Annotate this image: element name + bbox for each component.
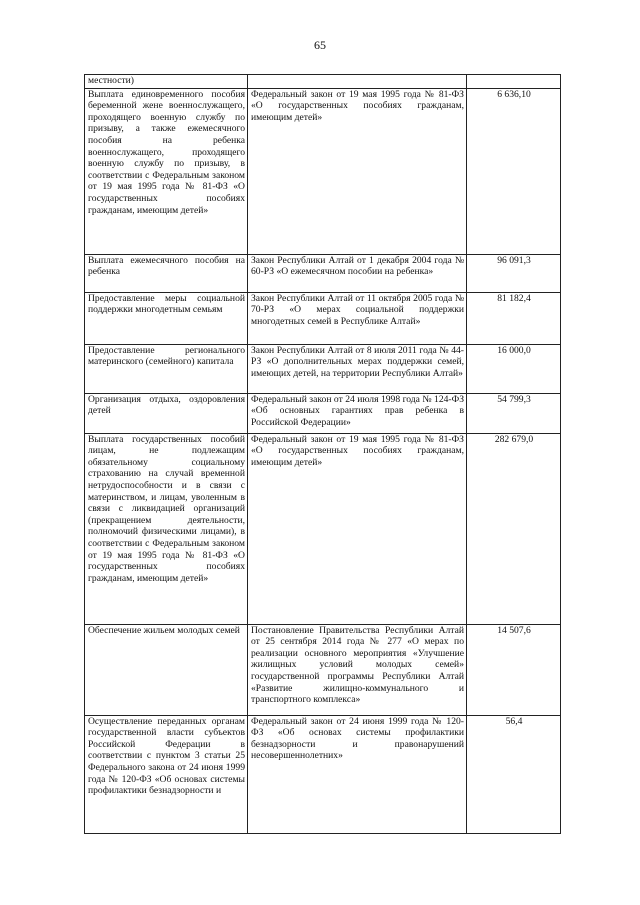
table-row: [85, 292, 561, 344]
table-row: [85, 624, 561, 715]
row-amount: 282 679,0: [467, 433, 561, 624]
row-law: Федеральный закон от 24 июля 1998 года № 124-ФЗ «Об основных гарантиях прав ребенка в Российской Федерации»: [248, 393, 467, 433]
row-description: Организация отдыха, оздоровления детей: [85, 393, 248, 433]
row-amount: 6 636,10: [467, 88, 561, 254]
row-law: Федеральный закон от 24 июня 1999 года № 120-ФЗ «Об основах системы профилактики безнадзорности и правонарушений несовершеннолетних»: [248, 715, 467, 833]
row-amount: 96 091,3: [467, 254, 561, 292]
row-amount: 54 799,3: [467, 393, 561, 433]
table-row: [85, 715, 561, 833]
row-law: [248, 75, 467, 89]
row-law: Закон Республики Алтай от 8 июля 2011 года № 44-РЗ «О дополнительных мерах поддержки семей, имеющих детей, на территории Республики Алтай»: [248, 344, 467, 393]
row-description: местности): [85, 75, 248, 89]
benefits-table: [84, 74, 561, 834]
table-row: [85, 88, 561, 254]
table-row: [85, 344, 561, 393]
row-amount: 81 182,4: [467, 292, 561, 344]
row-description: Предоставление регионального материнского (семейного) капитала: [85, 344, 248, 393]
row-description: Осуществление переданных органам государственной власти субъектов Российской Федерации в соответствии с пунктом 3 статьи 25 Федерального закона от 24 июня 1999 года № 120-ФЗ «Об основах системы профилактики безнадзорности и: [85, 715, 248, 833]
row-description: Выплата единовременного пособия беременной жене военнослужащего, проходящего военную службу по призыву, а также ежемесячного пособия на ребенка военнослужащего, проходящего военную службу по призыву, в соответствии с Федеральным законом от 19 мая 1995 года № 81-ФЗ «О государственных пособиях гражданам, имеющим детей»: [85, 88, 248, 254]
table-row: [85, 254, 561, 292]
row-law: Закон Республики Алтай от 11 октября 2005 года № 70-РЗ «О мерах социальной поддержки многодетных семей в Республике Алтай»: [248, 292, 467, 344]
row-description: Обеспечение жильем молодых семей: [85, 624, 248, 715]
row-amount: [467, 75, 561, 89]
row-law: Закон Республики Алтай от 1 декабря 2004 года № 60-РЗ «О ежемесячном пособии на ребенка»: [248, 254, 467, 292]
row-law: Федеральный закон от 19 мая 1995 года № 81-ФЗ «О государственных пособиях гражданам, имеющим детей»: [248, 433, 467, 624]
table-row: [85, 75, 561, 89]
row-description: Выплата государственных пособий лицам, не подлежащим обязательному социальному страхованию на случай временной нетрудоспособности и в связи с материнством, и лицам, уволенным в связи с ликвидацией организаций (прекращением деятельности, полномочий физическими лицами), в соответствии с Федеральным законом от 19 мая 1995 года № 81-ФЗ «О государственных пособиях гражданам, имеющим детей»: [85, 433, 248, 624]
row-amount: 56,4: [467, 715, 561, 833]
table-row: [85, 433, 561, 624]
table-row: [85, 393, 561, 433]
row-description: Предоставление меры социальной поддержки многодетным семьям: [85, 292, 248, 344]
row-amount: 16 000,0: [467, 344, 561, 393]
row-description: Выплата ежемесячного пособия на ребенка: [85, 254, 248, 292]
row-law: Федеральный закон от 19 мая 1995 года № 81-ФЗ «О государственных пособиях гражданам, имеющим детей»: [248, 88, 467, 254]
row-amount: 14 507,6: [467, 624, 561, 715]
page-number: 65: [314, 38, 326, 52]
row-law: Постановление Правительства Республики Алтай от 25 сентября 2014 года № 277 «О мерах по реализации основного мероприятия «Улучшение жилищных условий молодых семей» государственной программы Республики Алтай «Развитие жилищно-коммунального и транспортного комплекса»: [248, 624, 467, 715]
